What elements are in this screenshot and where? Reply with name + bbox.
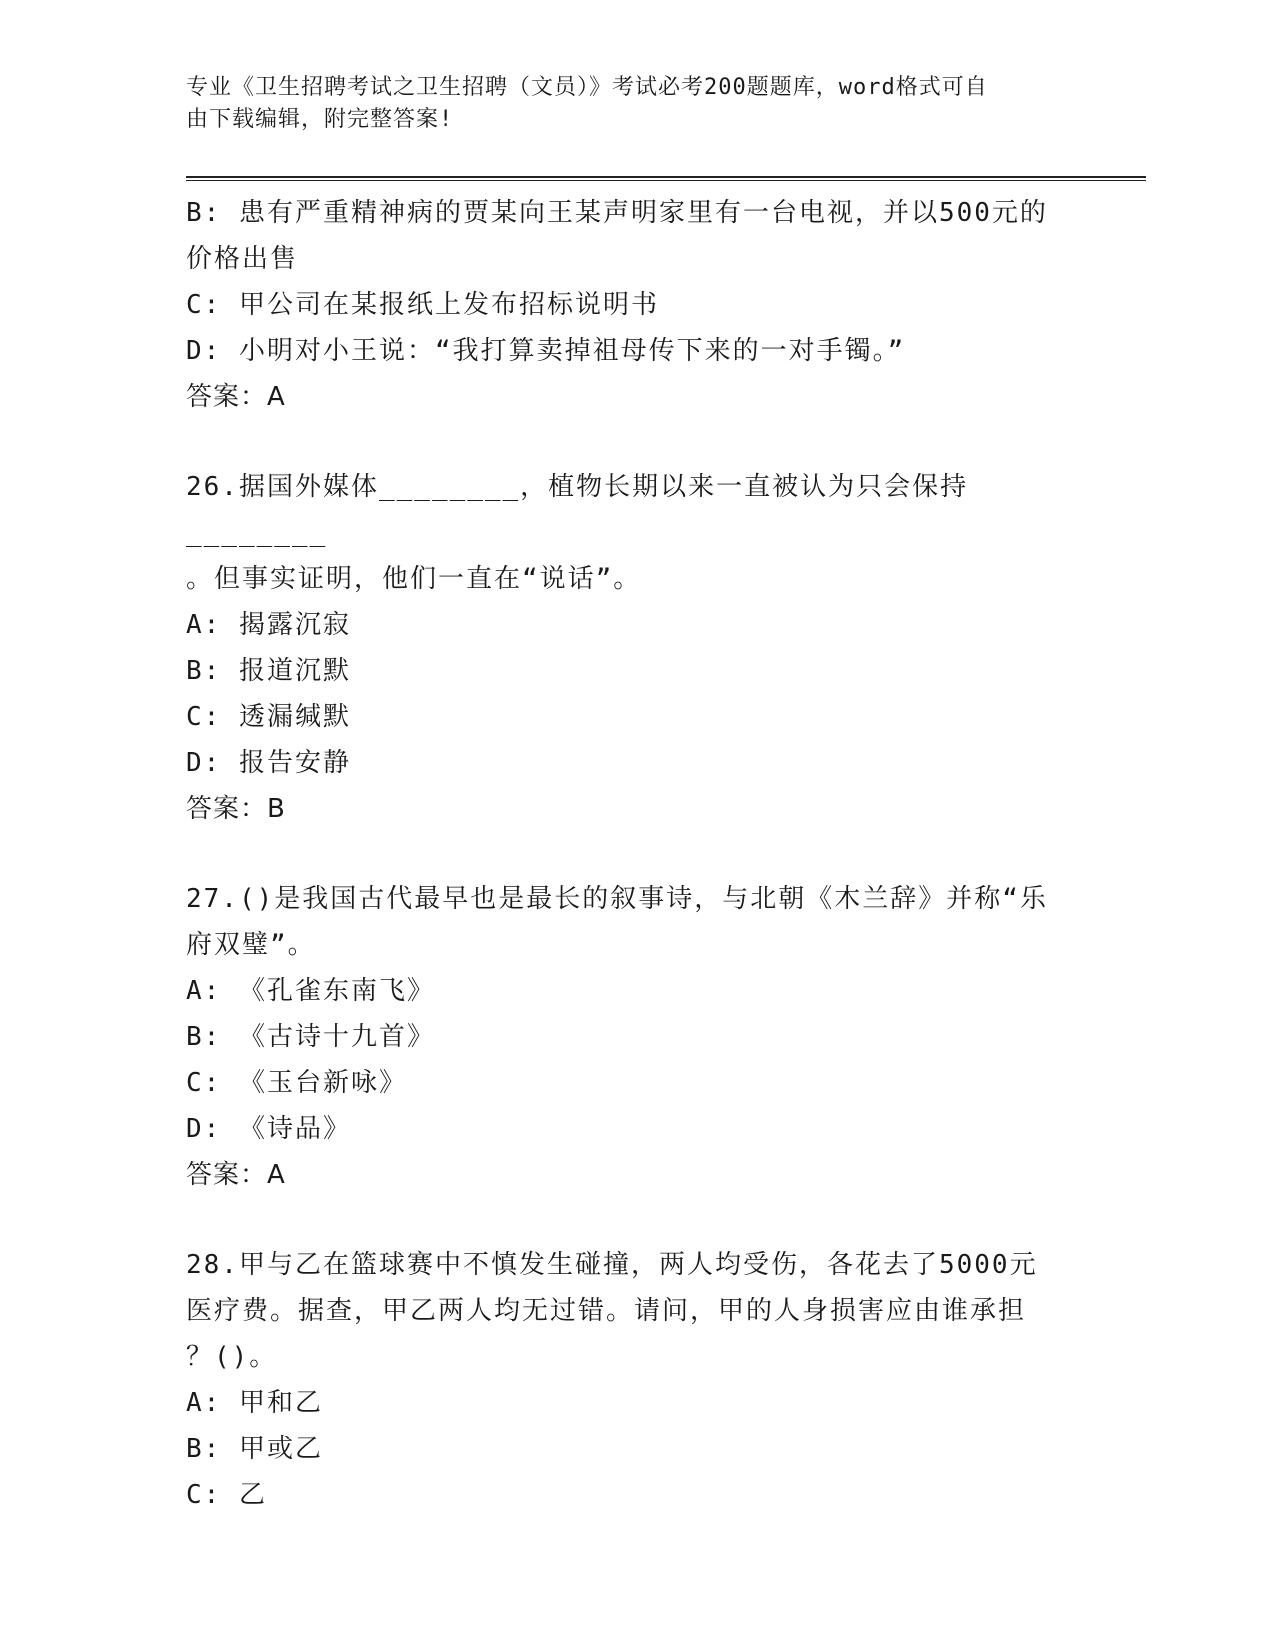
- question-stem-line-1: 26.据国外媒体________，植物长期以来一直被认为只会保持________: [186, 472, 969, 548]
- option-b-line-2: 价格出售: [186, 244, 299, 274]
- option-c: C: 透漏缄默: [186, 702, 351, 732]
- question-stem-line-2: 医疗费。据查，甲乙两人均无过错。请问，甲的人身损害应由谁承担: [186, 1296, 1027, 1326]
- spacer: [186, 420, 1076, 464]
- option-b-line-1: B: 患有严重精神病的贾某向王某声明家里有一台电视，并以500元的: [186, 198, 1048, 228]
- option-c: C: 甲公司在某报纸上发布招标说明书: [186, 290, 659, 320]
- question-stem-line-1: 28.甲与乙在篮球赛中不慎发生碰撞，两人均受伤，各花去了5000元: [186, 1250, 1038, 1280]
- option-b: B: 报道沉默: [186, 656, 351, 686]
- option-b: B: 《古诗十九首》: [186, 1022, 435, 1052]
- question-list: [186, 190, 1076, 1518]
- answer-label: 答案：B: [186, 794, 286, 824]
- header-divider: [186, 176, 1146, 181]
- option-a: A: 《孔雀东南飞》: [186, 976, 435, 1006]
- option-d: D: 小明对小王说：“我打算卖掉祖母传下来的一对手镯。”: [186, 336, 906, 366]
- option-c: C: 乙: [186, 1480, 267, 1510]
- question-stem-line-1: 27.()是我国古代最早也是最长的叙事诗，与北朝《木兰辞》并称“乐: [186, 884, 1048, 914]
- question-stem-line-2: 府双璧”。: [186, 930, 316, 960]
- header-title-line-1: 专业《卫生招聘考试之卫生招聘（文员）》考试必考200题题库，word格式可自: [186, 75, 988, 100]
- answer-label: 答案：A: [186, 1160, 286, 1190]
- question-stem-line-2: 。但事实证明，他们一直在“说话”。: [186, 564, 642, 594]
- question-28: [186, 1242, 1076, 1518]
- question-27: [186, 876, 1076, 1198]
- header-title-line-2: 由下载编辑，附完整答案!: [186, 107, 454, 132]
- option-d: D: 《诗品》: [186, 1114, 351, 1144]
- option-b: B: 甲或乙: [186, 1434, 323, 1464]
- question-26: [186, 464, 1076, 832]
- page-header: [186, 72, 1066, 136]
- question-25-fragment: [186, 190, 1076, 420]
- option-c: C: 《玉台新咏》: [186, 1068, 407, 1098]
- answer-label: 答案：A: [186, 382, 286, 412]
- option-d: D: 报告安静: [186, 748, 351, 778]
- spacer: [186, 1198, 1076, 1242]
- question-stem-line-3: ？()。: [186, 1342, 278, 1372]
- spacer: [186, 832, 1076, 876]
- option-a: A: 揭露沉寂: [186, 610, 351, 640]
- option-a: A: 甲和乙: [186, 1388, 323, 1418]
